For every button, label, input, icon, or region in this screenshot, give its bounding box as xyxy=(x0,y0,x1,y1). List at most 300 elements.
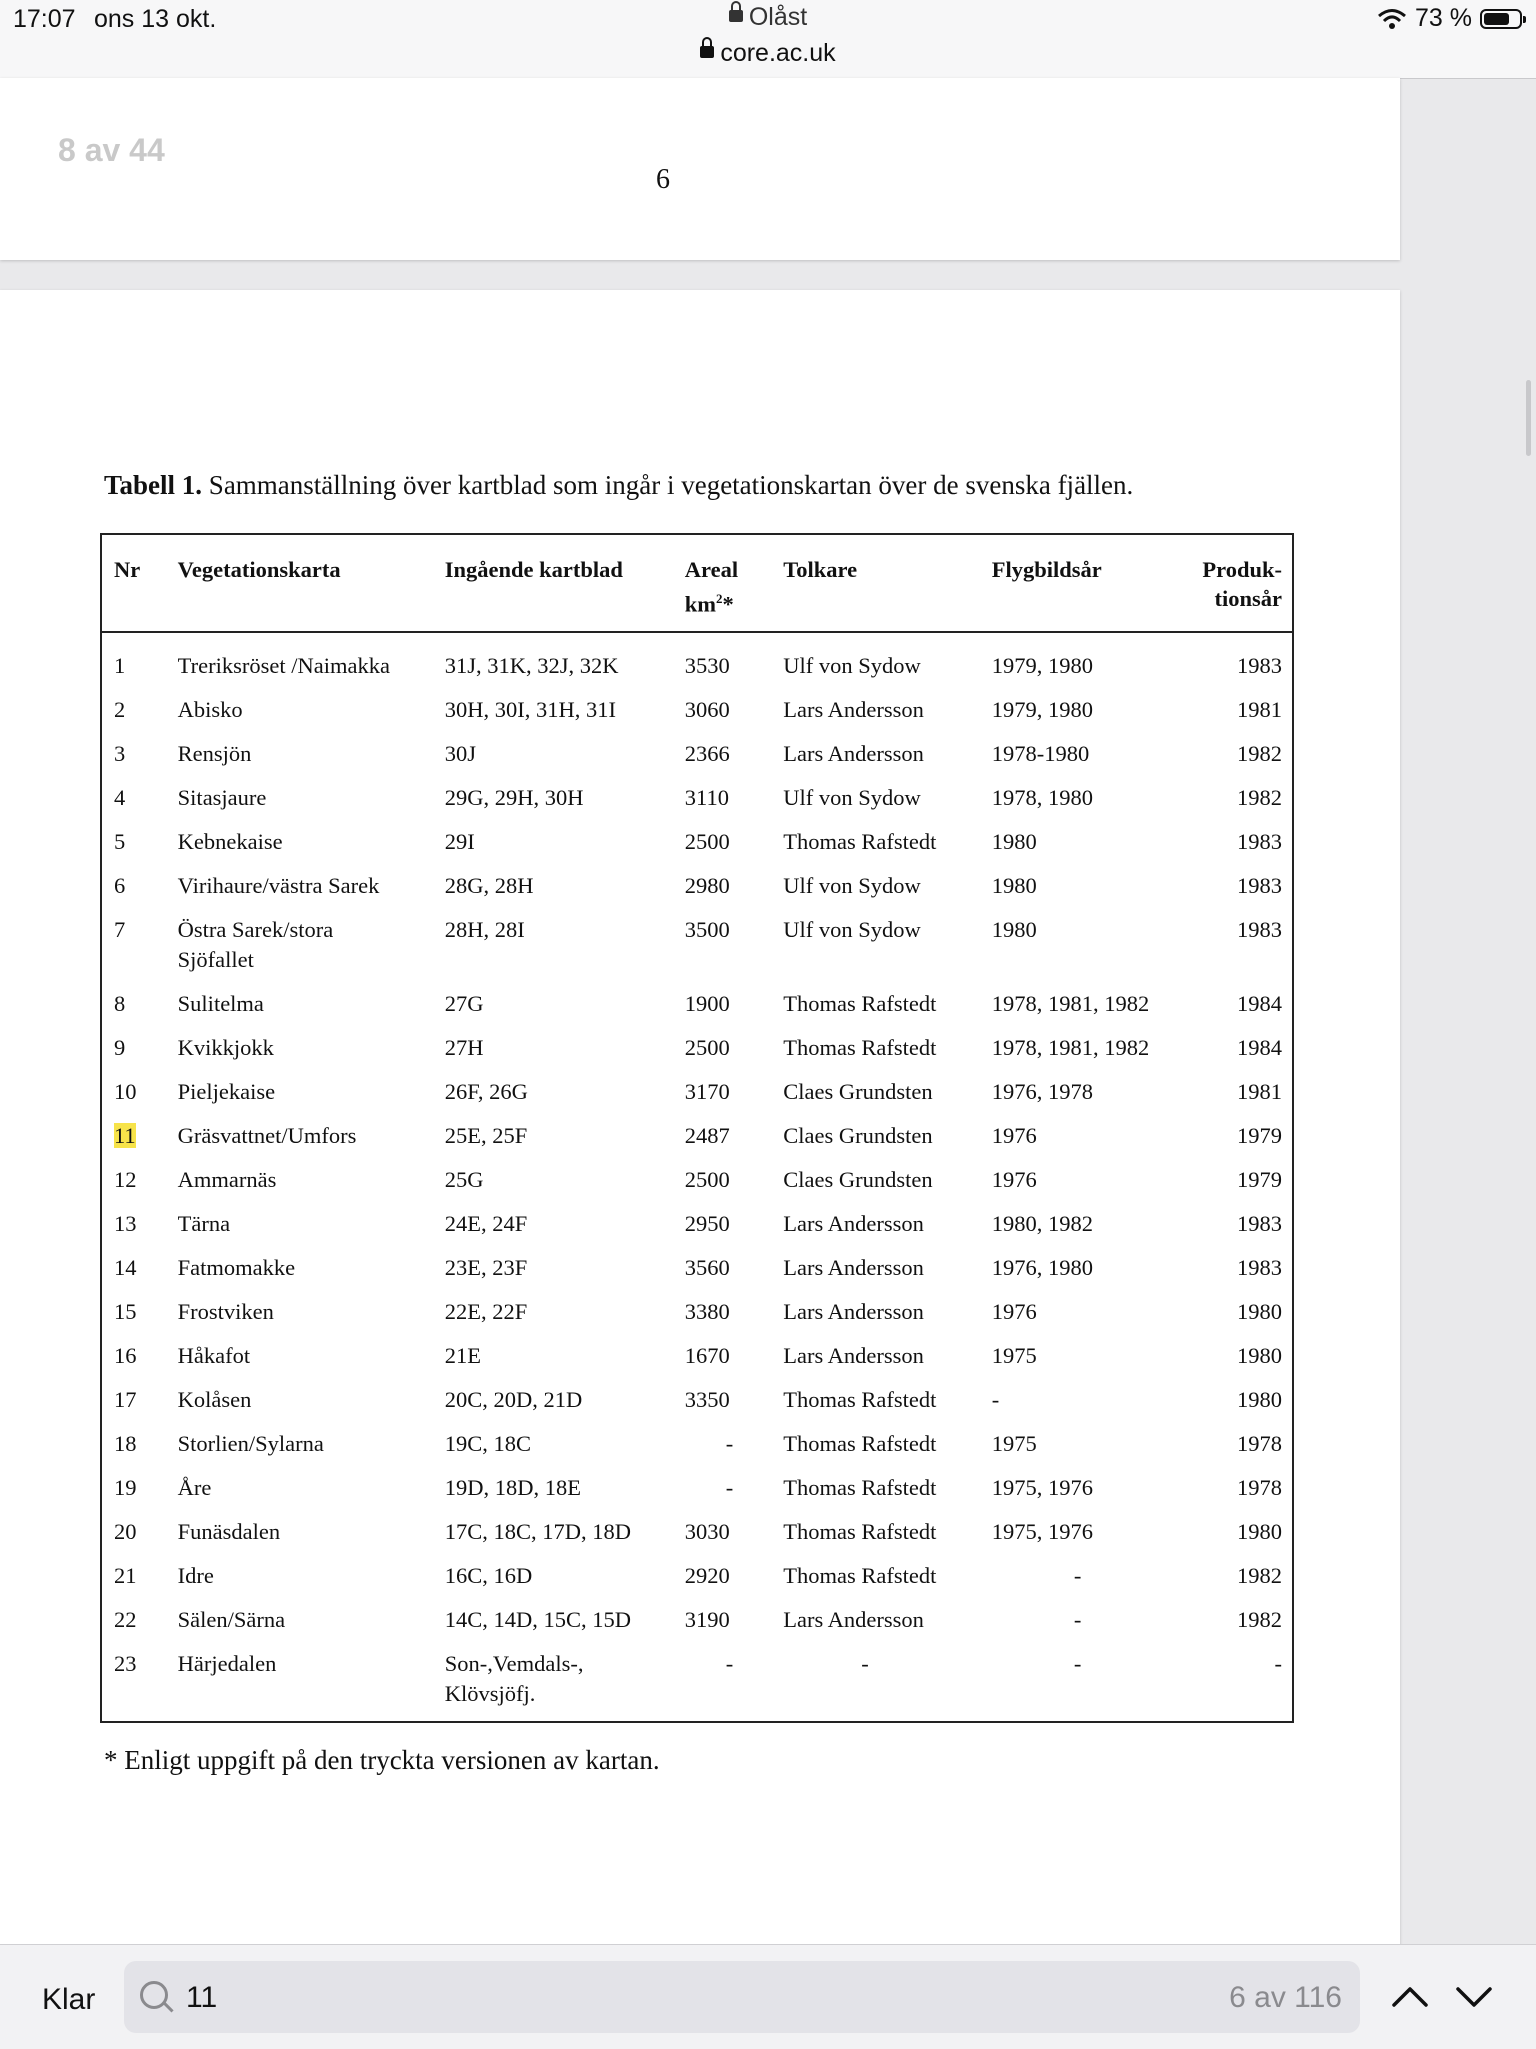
cell-nr xyxy=(101,1290,166,1334)
table-row xyxy=(101,1554,1293,1598)
cell-tolkare-text: Ulf von Sydow xyxy=(783,784,921,810)
table-row xyxy=(101,982,1293,1026)
cell-vegetationskarta-text: Storlien/Sylarna xyxy=(177,1430,324,1456)
cell-areal-text: 3500 xyxy=(684,916,730,942)
cell-areal-text: 2366 xyxy=(684,740,730,766)
vegetation-table xyxy=(100,533,1294,1723)
cell-kartblad xyxy=(433,908,673,982)
cell-vegetationskarta-text: Håkafot xyxy=(177,1342,251,1368)
cell-produktionsar-text: 1979 xyxy=(1237,1122,1282,1148)
cell-tolkare xyxy=(771,1246,979,1290)
cell-vegetationskarta xyxy=(166,1378,433,1422)
cell-produktionsar xyxy=(1181,1246,1293,1290)
header-vegetationskarta: Vegetationskarta xyxy=(166,534,433,632)
cell-tolkare xyxy=(771,982,979,1026)
cell-vegetationskarta xyxy=(166,1510,433,1554)
cell-kartblad-text: 26F, 26G xyxy=(444,1078,528,1104)
header-nr: Nr xyxy=(101,534,166,632)
cell-kartblad xyxy=(433,1114,673,1158)
cell-areal xyxy=(673,1070,772,1114)
cell-areal-text: 1900 xyxy=(684,990,730,1016)
cell-kartblad xyxy=(433,1246,673,1290)
cell-areal-text: - xyxy=(725,1650,734,1676)
cell-nr-text: 13 xyxy=(114,1210,137,1236)
cell-areal xyxy=(673,632,772,688)
find-bar xyxy=(0,1944,1536,2049)
cell-vegetationskarta-text: Åre xyxy=(177,1474,212,1500)
cell-tolkare-text: Lars Andersson xyxy=(783,1342,924,1368)
cell-kartblad xyxy=(433,1158,673,1202)
status-bar xyxy=(0,0,1536,79)
cell-produktionsar xyxy=(1181,1466,1293,1510)
cell-produktionsar xyxy=(1181,732,1293,776)
cell-vegetationskarta-text: Abisko xyxy=(177,696,243,722)
cell-tolkare-text: Thomas Rafstedt xyxy=(783,1518,937,1544)
cell-flygbildsar-text: 1976 xyxy=(991,1122,1037,1148)
cell-vegetationskarta-text: Kvikkjokk xyxy=(177,1034,274,1060)
cell-tolkare-text: Ulf von Sydow xyxy=(783,916,921,942)
cell-kartblad xyxy=(433,1510,673,1554)
cell-areal xyxy=(673,688,772,732)
header-areal-line1: Areal xyxy=(684,557,739,582)
cell-areal-text: 2920 xyxy=(684,1562,730,1588)
cell-areal xyxy=(673,1202,772,1246)
cell-flygbildsar-text: 1978-1980 xyxy=(991,740,1090,766)
table-row xyxy=(101,1422,1293,1466)
cell-areal xyxy=(673,982,772,1026)
table-row xyxy=(101,1158,1293,1202)
cell-produktionsar xyxy=(1181,864,1293,908)
cell-nr-text: 5 xyxy=(114,828,126,854)
cell-flygbildsar-text: 1975, 1976 xyxy=(991,1474,1093,1500)
battery-fill xyxy=(1484,13,1509,25)
cell-nr-text: 12 xyxy=(114,1166,137,1192)
cell-produktionsar xyxy=(1181,632,1293,688)
cell-kartblad xyxy=(433,1422,673,1466)
cell-kartblad-text: 25G xyxy=(444,1166,484,1192)
cell-kartblad-text: 27G xyxy=(444,990,484,1016)
cell-tolkare-text: Lars Andersson xyxy=(783,696,924,722)
cell-flygbildsar-text: 1980, 1982 xyxy=(991,1210,1093,1236)
cell-areal-text: 3380 xyxy=(684,1298,730,1324)
cell-tolkare xyxy=(771,1466,979,1510)
cell-nr xyxy=(101,864,166,908)
cell-nr xyxy=(101,1554,166,1598)
cell-tolkare xyxy=(771,632,979,688)
cell-flygbildsar xyxy=(980,1466,1182,1510)
cell-kartblad-text: 19C, 18C xyxy=(444,1430,531,1456)
cell-flygbildsar-text: 1978, 1981, 1982 xyxy=(991,990,1150,1016)
cell-nr-text: 7 xyxy=(114,916,126,942)
table-row xyxy=(101,1026,1293,1070)
cell-tolkare-text: Thomas Rafstedt xyxy=(783,1430,937,1456)
cell-flygbildsar xyxy=(980,1158,1182,1202)
header-kartblad: Ingående kartblad xyxy=(433,534,673,632)
cell-areal-text: 3030 xyxy=(684,1518,730,1544)
caption-text: Sammanställning över kartblad som ingår i vegetationskartan över de svenska fjällen. xyxy=(202,470,1134,500)
cell-nr-text: 3 xyxy=(114,740,126,766)
cell-nr-text: 18 xyxy=(114,1430,137,1456)
search-input[interactable]: 11 xyxy=(186,1981,218,2014)
cell-areal-text: - xyxy=(725,1474,734,1500)
cell-nr xyxy=(101,1158,166,1202)
cell-tolkare xyxy=(771,1554,979,1598)
cell-flygbildsar xyxy=(980,1246,1182,1290)
cell-flygbildsar-text: 1980 xyxy=(991,916,1037,942)
table-row xyxy=(101,632,1293,688)
table-header xyxy=(101,534,1293,632)
cell-produktionsar xyxy=(1181,1026,1293,1070)
cell-nr xyxy=(101,688,166,732)
cell-produktionsar xyxy=(1181,1422,1293,1466)
cell-tolkare xyxy=(771,1378,979,1422)
cell-flygbildsar-text: 1979, 1980 xyxy=(991,652,1093,678)
header-areal-star: * xyxy=(722,591,734,617)
cell-areal xyxy=(673,1422,772,1466)
cell-vegetationskarta-text: Kebnekaise xyxy=(177,828,283,854)
cell-nr-text: 14 xyxy=(114,1254,137,1280)
cell-kartblad-text: 14C, 14D, 15C, 15D xyxy=(444,1606,631,1632)
cell-produktionsar-text: 1982 xyxy=(1237,1606,1282,1632)
cell-tolkare-text: Lars Andersson xyxy=(783,740,924,766)
cell-flygbildsar xyxy=(980,688,1182,732)
cell-vegetationskarta-text: Idre xyxy=(177,1562,214,1588)
table-row xyxy=(101,1070,1293,1114)
cell-nr xyxy=(101,1466,166,1510)
find-field[interactable] xyxy=(124,1961,1360,2033)
cell-flygbildsar xyxy=(980,908,1182,982)
cell-vegetationskarta xyxy=(166,864,433,908)
cell-nr-text: 10 xyxy=(114,1078,137,1104)
cell-nr xyxy=(101,982,166,1026)
cell-kartblad xyxy=(433,1202,673,1246)
table-row xyxy=(101,688,1293,732)
clock: 17:07 xyxy=(13,5,76,33)
cell-flygbildsar xyxy=(980,1070,1182,1114)
cell-flygbildsar xyxy=(980,1422,1182,1466)
cell-tolkare xyxy=(771,1422,979,1466)
cell-tolkare-text: Ulf von Sydow xyxy=(783,652,921,678)
table-row xyxy=(101,1202,1293,1246)
cell-produktionsar-text: 1980 xyxy=(1237,1518,1282,1544)
battery-percent: 73 % xyxy=(1415,4,1472,32)
status-icons xyxy=(1377,4,1522,33)
cell-kartblad xyxy=(433,1334,673,1378)
cell-tolkare-text: Thomas Rafstedt xyxy=(783,1474,937,1500)
cell-flygbildsar-text: - xyxy=(1073,1606,1082,1632)
cell-nr xyxy=(101,1642,166,1722)
cell-flygbildsar xyxy=(980,1598,1182,1642)
cell-produktionsar-text: 1982 xyxy=(1237,1562,1282,1588)
lock-icon xyxy=(700,46,714,58)
cell-tolkare xyxy=(771,776,979,820)
cell-vegetationskarta xyxy=(166,1422,433,1466)
cell-tolkare xyxy=(771,732,979,776)
cell-produktionsar xyxy=(1181,1598,1293,1642)
cell-nr xyxy=(101,1510,166,1554)
cell-tolkare-text: Thomas Rafstedt xyxy=(783,828,937,854)
table-row xyxy=(101,1378,1293,1422)
cell-vegetationskarta-text: Tärna xyxy=(177,1210,231,1236)
cell-vegetationskarta xyxy=(166,820,433,864)
cell-areal xyxy=(673,1114,772,1158)
cell-produktionsar xyxy=(1181,1378,1293,1422)
cell-tolkare xyxy=(771,1290,979,1334)
cell-areal xyxy=(673,1554,772,1598)
cell-areal xyxy=(673,1642,772,1722)
table-row xyxy=(101,1246,1293,1290)
cell-vegetationskarta xyxy=(166,1246,433,1290)
done-button[interactable]: Klar xyxy=(42,1983,96,2016)
cell-kartblad xyxy=(433,1466,673,1510)
cell-nr-text: 17 xyxy=(114,1386,137,1412)
cell-kartblad-text: 28H, 28I xyxy=(444,916,525,942)
cell-vegetationskarta xyxy=(166,1554,433,1598)
cell-flygbildsar-text: 1976 xyxy=(991,1166,1037,1192)
cell-flygbildsar-text: - xyxy=(991,1386,1000,1412)
cell-vegetationskarta xyxy=(166,1290,433,1334)
cell-nr-text: 20 xyxy=(114,1518,137,1544)
cell-kartblad xyxy=(433,1554,673,1598)
cell-areal-text: 3350 xyxy=(684,1386,730,1412)
cell-nr-text: 1 xyxy=(114,652,126,678)
security-label: Olåst xyxy=(748,3,808,31)
cell-tolkare-text: Claes Grundsten xyxy=(783,1078,933,1104)
cell-produktionsar-text: 1978 xyxy=(1237,1430,1282,1456)
cell-areal-text: 3170 xyxy=(684,1078,730,1104)
cell-produktionsar xyxy=(1181,1642,1293,1722)
caption-label: Tabell 1. xyxy=(104,470,203,500)
cell-tolkare xyxy=(771,1114,979,1158)
table-row xyxy=(101,1334,1293,1378)
cell-produktionsar-text: 1982 xyxy=(1237,784,1282,810)
table-row xyxy=(101,776,1293,820)
cell-kartblad-text: 27H xyxy=(444,1034,484,1060)
cell-vegetationskarta xyxy=(166,1070,433,1114)
cell-vegetationskarta-text: Frostviken xyxy=(177,1298,274,1324)
cell-flygbildsar-text: 1979, 1980 xyxy=(991,696,1093,722)
cell-tolkare xyxy=(771,688,979,732)
cell-tolkare-text: Lars Andersson xyxy=(783,1210,924,1236)
cell-nr-text: 11 xyxy=(114,1122,136,1148)
table-row xyxy=(101,908,1293,982)
cell-nr-text: 8 xyxy=(114,990,126,1016)
cell-tolkare-text: Claes Grundsten xyxy=(783,1166,933,1192)
cell-tolkare-text: Ulf von Sydow xyxy=(783,872,921,898)
cell-flygbildsar xyxy=(980,1642,1182,1722)
cell-vegetationskarta xyxy=(166,732,433,776)
cell-kartblad xyxy=(433,732,673,776)
cell-flygbildsar xyxy=(980,1202,1182,1246)
cell-areal xyxy=(673,820,772,864)
cell-nr xyxy=(101,1114,166,1158)
header-tolkare: Tolkare xyxy=(771,534,979,632)
header-produktionsar xyxy=(1181,534,1293,632)
cell-tolkare-text: Thomas Rafstedt xyxy=(783,1386,937,1412)
cell-vegetationskarta-text: Kolåsen xyxy=(177,1386,252,1412)
unlocked-lock-icon xyxy=(729,10,743,22)
cell-produktionsar-text: 1979 xyxy=(1237,1166,1282,1192)
header-prod-line1: Produk- xyxy=(1202,557,1282,582)
cell-vegetationskarta xyxy=(166,1598,433,1642)
cell-flygbildsar xyxy=(980,864,1182,908)
cell-kartblad-text: 24E, 24F xyxy=(444,1210,528,1236)
cell-kartblad xyxy=(433,1026,673,1070)
cell-tolkare-text: Lars Andersson xyxy=(783,1606,924,1632)
cell-vegetationskarta-text: Rensjön xyxy=(177,740,252,766)
cell-kartblad-text: 25E, 25F xyxy=(444,1122,528,1148)
table-row xyxy=(101,1290,1293,1334)
cell-kartblad-text: 23E, 23F xyxy=(444,1254,528,1280)
cell-nr-text: 23 xyxy=(114,1650,137,1676)
cell-tolkare xyxy=(771,1070,979,1114)
cell-nr xyxy=(101,1070,166,1114)
cell-kartblad-text: 21E xyxy=(444,1342,481,1368)
cell-flygbildsar-text: 1975 xyxy=(991,1430,1037,1456)
page-counter: 8 av 44 xyxy=(58,132,165,168)
cell-nr xyxy=(101,1598,166,1642)
cell-vegetationskarta-text: Östra Sarek/stora xyxy=(177,916,334,942)
search-icon xyxy=(140,1981,168,2009)
cell-flygbildsar xyxy=(980,982,1182,1026)
table-row xyxy=(101,864,1293,908)
cell-produktionsar-text: 1983 xyxy=(1237,916,1282,942)
cell-nr-text: 15 xyxy=(114,1298,137,1324)
cell-flygbildsar-text: 1980 xyxy=(991,828,1037,854)
table-body xyxy=(101,632,1293,1722)
cell-flygbildsar-text: 1975 xyxy=(991,1342,1037,1368)
table-row xyxy=(101,1598,1293,1642)
cell-tolkare-text: Thomas Rafstedt xyxy=(783,1034,937,1060)
cell-kartblad-text: 29G, 29H, 30H xyxy=(444,784,584,810)
cell-nr xyxy=(101,776,166,820)
url-text[interactable]: core.ac.uk xyxy=(720,39,836,67)
cell-produktionsar-text: 1984 xyxy=(1237,990,1282,1016)
cell-areal-text: 2500 xyxy=(684,1034,730,1060)
wifi-icon xyxy=(1377,8,1407,30)
cell-produktionsar-text: 1981 xyxy=(1237,696,1282,722)
cell-vegetationskarta-line2: Sjöfallet xyxy=(177,946,254,972)
cell-nr xyxy=(101,1334,166,1378)
cell-produktionsar-text: 1983 xyxy=(1237,1210,1282,1236)
cell-areal-text: 3110 xyxy=(684,784,729,810)
header-prod-line2: tionsår xyxy=(1214,586,1282,611)
cell-nr xyxy=(101,908,166,982)
cell-flygbildsar-text: 1978, 1981, 1982 xyxy=(991,1034,1150,1060)
cell-produktionsar-text: - xyxy=(1274,1650,1282,1676)
cell-tolkare xyxy=(771,1158,979,1202)
cell-produktionsar-text: 1980 xyxy=(1237,1386,1282,1412)
cell-kartblad-text: 20C, 20D, 21D xyxy=(444,1386,583,1412)
cell-areal xyxy=(673,1290,772,1334)
cell-tolkare xyxy=(771,1642,979,1722)
cell-flygbildsar xyxy=(980,776,1182,820)
cell-vegetationskarta-text: Sulitelma xyxy=(177,990,264,1016)
cell-tolkare xyxy=(771,1334,979,1378)
cell-tolkare xyxy=(771,864,979,908)
cell-produktionsar-text: 1983 xyxy=(1237,1254,1282,1280)
cell-nr-text: 19 xyxy=(114,1474,137,1500)
cell-flygbildsar-text: 1978, 1980 xyxy=(991,784,1093,810)
cell-kartblad xyxy=(433,1070,673,1114)
cell-vegetationskarta-text: Treriksröset /Naimakka xyxy=(177,652,390,678)
cell-kartblad-text: 17C, 18C, 17D, 18D xyxy=(444,1518,631,1544)
security-indicator xyxy=(0,3,1536,32)
cell-areal-text: 2487 xyxy=(684,1122,730,1148)
cell-produktionsar-text: 1982 xyxy=(1237,740,1282,766)
cell-areal-text: 2500 xyxy=(684,828,730,854)
table-row xyxy=(101,732,1293,776)
cell-vegetationskarta xyxy=(166,632,433,688)
cell-flygbildsar xyxy=(980,732,1182,776)
cell-flygbildsar xyxy=(980,1026,1182,1070)
cell-produktionsar xyxy=(1181,982,1293,1026)
cell-flygbildsar-text: 1976, 1978 xyxy=(991,1078,1093,1104)
cell-areal xyxy=(673,1334,772,1378)
cell-tolkare xyxy=(771,820,979,864)
cell-areal-text: 3530 xyxy=(684,652,730,678)
previous-match-button[interactable] xyxy=(1382,1969,1438,2025)
cell-tolkare xyxy=(771,1598,979,1642)
cell-nr-text: 6 xyxy=(114,872,126,898)
cell-nr xyxy=(101,1422,166,1466)
cell-areal xyxy=(673,776,772,820)
cell-areal-text: 1670 xyxy=(684,1342,730,1368)
cell-flygbildsar-text: 1980 xyxy=(991,872,1037,898)
cell-produktionsar-text: 1984 xyxy=(1237,1034,1282,1060)
match-count: 6 av 116 xyxy=(1229,1981,1342,2014)
cell-areal xyxy=(673,864,772,908)
cell-vegetationskarta-text: Sitasjaure xyxy=(177,784,267,810)
cell-nr xyxy=(101,1246,166,1290)
cell-kartblad xyxy=(433,1598,673,1642)
cell-nr xyxy=(101,820,166,864)
cell-areal xyxy=(673,1026,772,1070)
cell-areal-text: 2500 xyxy=(684,1166,730,1192)
header-areal xyxy=(673,534,772,632)
table-row xyxy=(101,1510,1293,1554)
table-caption xyxy=(104,470,1133,501)
cell-flygbildsar xyxy=(980,632,1182,688)
address-bar[interactable] xyxy=(0,39,1536,68)
scroll-indicator[interactable] xyxy=(1526,380,1531,456)
cell-vegetationskarta-text: Ammarnäs xyxy=(177,1166,277,1192)
cell-tolkare-text: Thomas Rafstedt xyxy=(783,1562,937,1588)
date: ons 13 okt. xyxy=(94,5,217,33)
cell-produktionsar-text: 1983 xyxy=(1237,652,1282,678)
cell-produktionsar-text: 1980 xyxy=(1237,1342,1282,1368)
page-number: 6 xyxy=(656,164,670,195)
cell-areal xyxy=(673,1510,772,1554)
cell-flygbildsar xyxy=(980,1378,1182,1422)
cell-flygbildsar xyxy=(980,1334,1182,1378)
table-row xyxy=(101,1642,1293,1722)
cell-flygbildsar xyxy=(980,1554,1182,1598)
cell-produktionsar xyxy=(1181,1334,1293,1378)
cell-areal xyxy=(673,1466,772,1510)
next-match-button[interactable] xyxy=(1446,1969,1502,2025)
battery-icon xyxy=(1480,9,1522,29)
cell-flygbildsar-text: 1976 xyxy=(991,1298,1037,1324)
cell-kartblad xyxy=(433,776,673,820)
cell-kartblad-text: 30H, 30I, 31H, 31I xyxy=(444,696,616,722)
cell-vegetationskarta-text: Fatmomakke xyxy=(177,1254,296,1280)
cell-produktionsar xyxy=(1181,1070,1293,1114)
cell-areal-text: 2950 xyxy=(684,1210,730,1236)
cell-areal-text: - xyxy=(725,1430,734,1456)
cell-kartblad-text: Son-,Vemdals-, xyxy=(444,1650,584,1676)
table-footnote: * Enligt uppgift på den tryckta versionen av kartan. xyxy=(104,1745,660,1775)
